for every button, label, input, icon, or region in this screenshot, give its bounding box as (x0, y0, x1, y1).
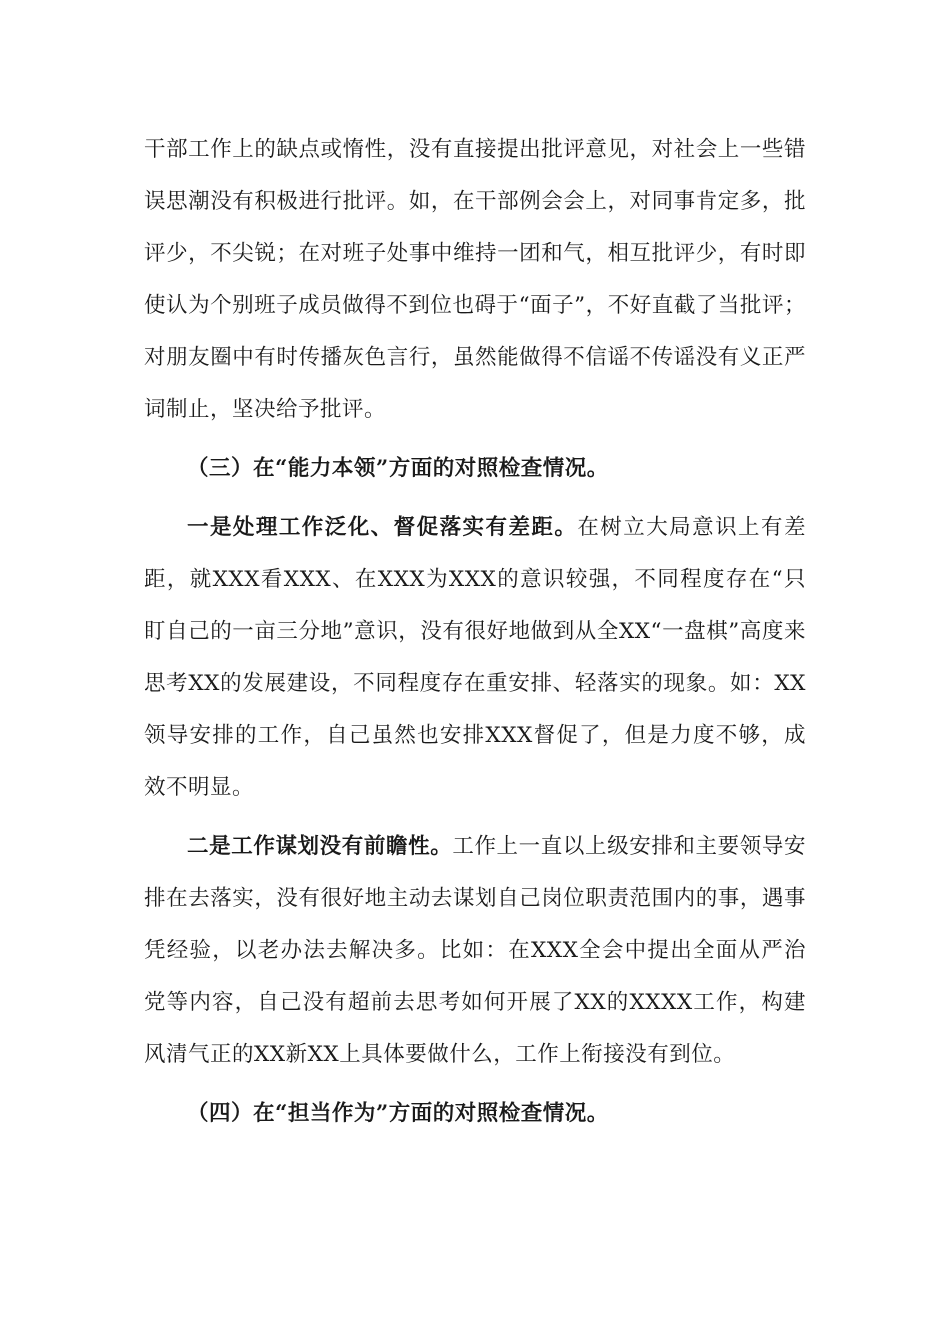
section-heading-ability: （三）在“能力本领”方面的对照检查情况。 (187, 456, 609, 481)
point-one-lead: 一是处理工作泛化、督促落实有差距。 (187, 515, 578, 540)
document-body (144, 124, 806, 1147)
point-two-body: 工作上一直以上级安排和主要领导安排在去落实，没有很好地主动去谋划自己岗位职责范围内的事，遇事凭经验，以老办法去解决多。比如：在XXX全会中提出全面从严治党等内容，自己没有超前去思考如何开展了XX的XXXX工作，构建风清气正的XX新XX上具体要做什么，工作上衔接没有到位。 (144, 834, 806, 1067)
paragraph-point-one (144, 502, 806, 814)
point-two-lead: 二是工作谋划没有前瞻性。 (187, 834, 453, 859)
point-one-body: 在树立大局意识上有差距，就XXX看XXX、在XXX为XXX的意识较强，不同程度存在“只盯自己的一亩三分地”意识，没有很好地做到从全XX“一盘棋”高度来思考XX的发展建设，不同程度存在重安排、轻落实的现象。如：XX领导安排的工作，自己虽然也安排XXX督促了，但是力度不够，成效不明显。 (144, 515, 806, 800)
section-heading-responsibility: （四）在“担当作为”方面的对照检查情况。 (187, 1101, 609, 1126)
paragraph-point-two (144, 821, 806, 1081)
paragraph-criticism-continued: 干部工作上的缺点或惰性，没有直接提出批评意见，对社会上一些错误思潮没有积极进行批评。如，在干部例会会上，对同事肯定多，批评少，不尖锐；在对班子处事中维持一团和气，相互批评少，有时即使认为个别班子成员做得不到位也碍于“面子”，不好直截了当批评；对朋友圈中有时传播灰色言行，虽然能做得不信谣不传谣没有义正严词制止，坚决给予批评。 (144, 137, 806, 422)
